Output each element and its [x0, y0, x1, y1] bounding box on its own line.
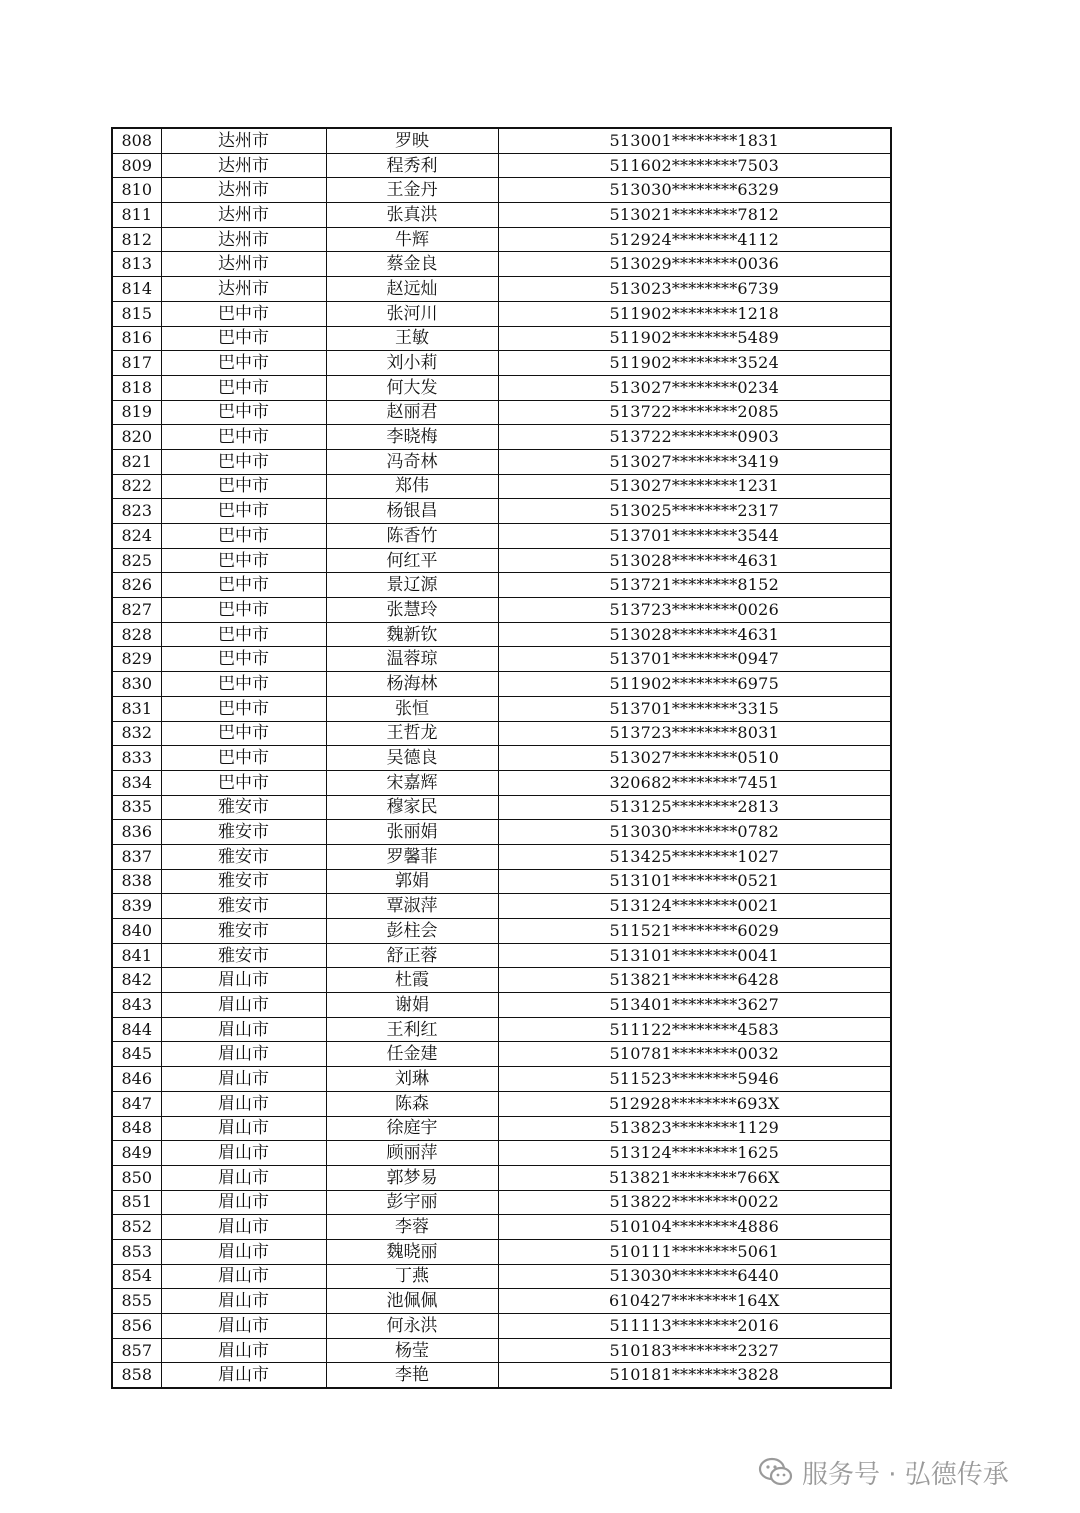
row-number: 825	[112, 548, 161, 573]
table-row	[112, 474, 891, 499]
id-number-cell: 513722********2085	[498, 400, 891, 425]
city-cell: 巴中市	[161, 351, 326, 376]
city-cell: 达州市	[161, 203, 326, 228]
name-cell: 郭梦易	[326, 1165, 498, 1190]
table-row	[112, 301, 891, 326]
row-number: 820	[112, 425, 161, 450]
name-cell: 池佩佩	[326, 1289, 498, 1314]
name-cell: 魏新钦	[326, 622, 498, 647]
city-cell: 巴中市	[161, 647, 326, 672]
row-number: 852	[112, 1215, 161, 1240]
id-number-cell: 513401********3627	[498, 993, 891, 1018]
row-number: 848	[112, 1116, 161, 1141]
id-number-cell: 513721********8152	[498, 573, 891, 598]
name-cell: 牛辉	[326, 227, 498, 252]
name-cell: 李艳	[326, 1363, 498, 1388]
table-row	[112, 425, 891, 450]
row-number: 814	[112, 277, 161, 302]
id-number-cell: 513701********0947	[498, 647, 891, 672]
table-row	[112, 128, 891, 153]
name-cell: 顾丽萍	[326, 1141, 498, 1166]
row-number: 836	[112, 820, 161, 845]
city-cell: 巴中市	[161, 449, 326, 474]
table-row	[112, 1017, 891, 1042]
id-number-cell: 511902********3524	[498, 351, 891, 376]
table-row	[112, 1067, 891, 1092]
row-number: 824	[112, 524, 161, 549]
id-number-cell: 513101********0521	[498, 869, 891, 894]
table-row	[112, 351, 891, 376]
name-cell: 宋嘉辉	[326, 770, 498, 795]
name-cell: 杨海林	[326, 672, 498, 697]
table-row	[112, 252, 891, 277]
id-number-cell: 511521********6029	[498, 919, 891, 944]
row-number: 815	[112, 301, 161, 326]
id-number-cell: 511602********7503	[498, 153, 891, 178]
city-cell: 眉山市	[161, 1239, 326, 1264]
city-cell: 巴中市	[161, 425, 326, 450]
name-cell: 吴德良	[326, 746, 498, 771]
row-number: 854	[112, 1264, 161, 1289]
id-number-cell: 513030********0782	[498, 820, 891, 845]
id-number-cell: 513823********1129	[498, 1116, 891, 1141]
table-row	[112, 1215, 891, 1240]
name-cell: 赵丽君	[326, 400, 498, 425]
row-number: 811	[112, 203, 161, 228]
row-number: 816	[112, 326, 161, 351]
table-row	[112, 573, 891, 598]
table-row	[112, 844, 891, 869]
row-number: 831	[112, 696, 161, 721]
table-row	[112, 1239, 891, 1264]
name-cell: 温蓉琼	[326, 647, 498, 672]
city-cell: 雅安市	[161, 869, 326, 894]
table-row	[112, 968, 891, 993]
city-cell: 达州市	[161, 178, 326, 203]
id-number-cell: 513030********6329	[498, 178, 891, 203]
city-cell: 巴中市	[161, 770, 326, 795]
city-cell: 眉山市	[161, 1190, 326, 1215]
row-number: 828	[112, 622, 161, 647]
id-number-cell: 513124********0021	[498, 894, 891, 919]
table-row	[112, 894, 891, 919]
city-cell: 达州市	[161, 227, 326, 252]
city-cell: 眉山市	[161, 1067, 326, 1092]
name-cell: 程秀利	[326, 153, 498, 178]
table-row	[112, 1289, 891, 1314]
city-cell: 巴中市	[161, 499, 326, 524]
id-number-cell: 513027********1231	[498, 474, 891, 499]
row-number: 850	[112, 1165, 161, 1190]
id-number-cell: 511523********5946	[498, 1067, 891, 1092]
city-cell: 眉山市	[161, 1264, 326, 1289]
row-number: 829	[112, 647, 161, 672]
city-cell: 眉山市	[161, 1042, 326, 1067]
name-cell: 穆家民	[326, 795, 498, 820]
table-row	[112, 1042, 891, 1067]
id-number-cell: 513023********6739	[498, 277, 891, 302]
name-cell: 张河川	[326, 301, 498, 326]
name-cell: 丁燕	[326, 1264, 498, 1289]
city-cell: 眉山市	[161, 1116, 326, 1141]
row-number: 840	[112, 919, 161, 944]
id-number-cell: 513821********6428	[498, 968, 891, 993]
roster-table	[111, 127, 892, 1389]
name-cell: 赵远灿	[326, 277, 498, 302]
row-number: 808	[112, 128, 161, 153]
row-number: 841	[112, 943, 161, 968]
row-number: 843	[112, 993, 161, 1018]
row-number: 842	[112, 968, 161, 993]
city-cell: 巴中市	[161, 696, 326, 721]
row-number: 855	[112, 1289, 161, 1314]
id-number-cell: 513125********2813	[498, 795, 891, 820]
name-cell: 任金建	[326, 1042, 498, 1067]
city-cell: 达州市	[161, 277, 326, 302]
roster-table-body	[112, 128, 891, 1388]
id-number-cell: 513021********7812	[498, 203, 891, 228]
city-cell: 眉山市	[161, 1165, 326, 1190]
row-number: 812	[112, 227, 161, 252]
id-number-cell: 513030********6440	[498, 1264, 891, 1289]
row-number: 810	[112, 178, 161, 203]
name-cell: 李晓梅	[326, 425, 498, 450]
id-number-cell: 513025********2317	[498, 499, 891, 524]
row-number: 827	[112, 598, 161, 623]
table-row	[112, 598, 891, 623]
city-cell: 雅安市	[161, 943, 326, 968]
id-number-cell: 510183********2327	[498, 1338, 891, 1363]
table-row	[112, 178, 891, 203]
id-number-cell: 513723********0026	[498, 598, 891, 623]
table-row	[112, 795, 891, 820]
table-row	[112, 277, 891, 302]
city-cell: 巴中市	[161, 524, 326, 549]
name-cell: 王利红	[326, 1017, 498, 1042]
table-row	[112, 524, 891, 549]
table-row	[112, 919, 891, 944]
table-row	[112, 943, 891, 968]
city-cell: 巴中市	[161, 721, 326, 746]
name-cell: 彭宇丽	[326, 1190, 498, 1215]
name-cell: 王哲龙	[326, 721, 498, 746]
table-row	[112, 1363, 891, 1388]
city-cell: 雅安市	[161, 844, 326, 869]
name-cell: 何永洪	[326, 1314, 498, 1339]
name-cell: 张真洪	[326, 203, 498, 228]
id-number-cell: 513821********766X	[498, 1165, 891, 1190]
id-number-cell: 610427********164X	[498, 1289, 891, 1314]
row-number: 849	[112, 1141, 161, 1166]
table-row	[112, 449, 891, 474]
row-number: 833	[112, 746, 161, 771]
id-number-cell: 513124********1625	[498, 1141, 891, 1166]
table-row	[112, 326, 891, 351]
row-number: 838	[112, 869, 161, 894]
id-number-cell: 510781********0032	[498, 1042, 891, 1067]
watermark	[758, 1452, 1009, 1492]
name-cell: 刘琳	[326, 1067, 498, 1092]
row-number: 834	[112, 770, 161, 795]
name-cell: 王敏	[326, 326, 498, 351]
row-number: 817	[112, 351, 161, 376]
table-row	[112, 1116, 891, 1141]
watermark-text: 服务号 · 弘德传承	[802, 1459, 1009, 1490]
row-number: 818	[112, 375, 161, 400]
row-number: 832	[112, 721, 161, 746]
city-cell: 巴中市	[161, 474, 326, 499]
table-row	[112, 622, 891, 647]
table-row	[112, 203, 891, 228]
city-cell: 眉山市	[161, 1338, 326, 1363]
id-number-cell: 513822********0022	[498, 1190, 891, 1215]
name-cell: 冯奇林	[326, 449, 498, 474]
row-number: 844	[112, 1017, 161, 1042]
id-number-cell: 513425********1027	[498, 844, 891, 869]
name-cell: 何大发	[326, 375, 498, 400]
id-number-cell: 511113********2016	[498, 1314, 891, 1339]
name-cell: 蔡金良	[326, 252, 498, 277]
name-cell: 罗映	[326, 128, 498, 153]
name-cell: 陈香竹	[326, 524, 498, 549]
city-cell: 巴中市	[161, 548, 326, 573]
id-number-cell: 513723********8031	[498, 721, 891, 746]
table-row	[112, 548, 891, 573]
id-number-cell: 513027********0234	[498, 375, 891, 400]
id-number-cell: 513701********3315	[498, 696, 891, 721]
row-number: 809	[112, 153, 161, 178]
name-cell: 谢娟	[326, 993, 498, 1018]
name-cell: 徐庭宇	[326, 1116, 498, 1141]
name-cell: 张慧玲	[326, 598, 498, 623]
name-cell: 彭柱会	[326, 919, 498, 944]
table-row	[112, 153, 891, 178]
city-cell: 眉山市	[161, 968, 326, 993]
city-cell: 达州市	[161, 252, 326, 277]
name-cell: 杜霞	[326, 968, 498, 993]
row-number: 822	[112, 474, 161, 499]
id-number-cell: 511122********4583	[498, 1017, 891, 1042]
row-number: 857	[112, 1338, 161, 1363]
row-number: 851	[112, 1190, 161, 1215]
name-cell: 舒正蓉	[326, 943, 498, 968]
city-cell: 巴中市	[161, 326, 326, 351]
row-number: 856	[112, 1314, 161, 1339]
row-number: 826	[112, 573, 161, 598]
name-cell: 杨莹	[326, 1338, 498, 1363]
table-row	[112, 820, 891, 845]
id-number-cell: 511902********1218	[498, 301, 891, 326]
table-row	[112, 1338, 891, 1363]
name-cell: 王金丹	[326, 178, 498, 203]
table-row	[112, 746, 891, 771]
id-number-cell: 513027********3419	[498, 449, 891, 474]
city-cell: 巴中市	[161, 400, 326, 425]
id-number-cell: 510111********5061	[498, 1239, 891, 1264]
row-number: 845	[112, 1042, 161, 1067]
table-row	[112, 1141, 891, 1166]
id-number-cell: 513028********4631	[498, 548, 891, 573]
city-cell: 眉山市	[161, 1289, 326, 1314]
id-number-cell: 513029********0036	[498, 252, 891, 277]
table-row	[112, 672, 891, 697]
name-cell: 罗馨菲	[326, 844, 498, 869]
id-number-cell: 513028********4631	[498, 622, 891, 647]
row-number: 823	[112, 499, 161, 524]
row-number: 830	[112, 672, 161, 697]
city-cell: 巴中市	[161, 375, 326, 400]
name-cell: 郑伟	[326, 474, 498, 499]
row-number: 835	[112, 795, 161, 820]
city-cell: 雅安市	[161, 894, 326, 919]
city-cell: 巴中市	[161, 746, 326, 771]
id-number-cell: 510181********3828	[498, 1363, 891, 1388]
city-cell: 雅安市	[161, 820, 326, 845]
row-number: 819	[112, 400, 161, 425]
id-number-cell: 513027********0510	[498, 746, 891, 771]
name-cell: 魏晓丽	[326, 1239, 498, 1264]
id-number-cell: 512928********693X	[498, 1091, 891, 1116]
name-cell: 张恒	[326, 696, 498, 721]
city-cell: 眉山市	[161, 1017, 326, 1042]
row-number: 821	[112, 449, 161, 474]
name-cell: 郭娟	[326, 869, 498, 894]
id-number-cell: 511902********6975	[498, 672, 891, 697]
row-number: 813	[112, 252, 161, 277]
table-row	[112, 400, 891, 425]
name-cell: 景辽源	[326, 573, 498, 598]
id-number-cell: 513722********0903	[498, 425, 891, 450]
table-row	[112, 1091, 891, 1116]
city-cell: 巴中市	[161, 301, 326, 326]
id-number-cell: 511902********5489	[498, 326, 891, 351]
table-row	[112, 770, 891, 795]
city-cell: 眉山市	[161, 993, 326, 1018]
id-number-cell: 513001********1831	[498, 128, 891, 153]
city-cell: 巴中市	[161, 622, 326, 647]
city-cell: 眉山市	[161, 1215, 326, 1240]
city-cell: 眉山市	[161, 1141, 326, 1166]
name-cell: 张丽娟	[326, 820, 498, 845]
name-cell: 李蓉	[326, 1215, 498, 1240]
table-row	[112, 1190, 891, 1215]
name-cell: 覃淑萍	[326, 894, 498, 919]
city-cell: 眉山市	[161, 1314, 326, 1339]
city-cell: 雅安市	[161, 795, 326, 820]
city-cell: 眉山市	[161, 1091, 326, 1116]
table-row	[112, 499, 891, 524]
city-cell: 眉山市	[161, 1363, 326, 1388]
id-number-cell: 510104********4886	[498, 1215, 891, 1240]
row-number: 847	[112, 1091, 161, 1116]
name-cell: 杨银昌	[326, 499, 498, 524]
wechat-icon	[758, 1457, 794, 1487]
table-row	[112, 647, 891, 672]
name-cell: 陈森	[326, 1091, 498, 1116]
table-row	[112, 227, 891, 252]
name-cell: 何红平	[326, 548, 498, 573]
id-number-cell: 513701********3544	[498, 524, 891, 549]
city-cell: 巴中市	[161, 573, 326, 598]
table-row	[112, 375, 891, 400]
table-row	[112, 721, 891, 746]
name-cell: 刘小莉	[326, 351, 498, 376]
table-row	[112, 1264, 891, 1289]
city-cell: 达州市	[161, 153, 326, 178]
table-row	[112, 993, 891, 1018]
table-row	[112, 1314, 891, 1339]
city-cell: 巴中市	[161, 598, 326, 623]
id-number-cell: 512924********4112	[498, 227, 891, 252]
city-cell: 达州市	[161, 128, 326, 153]
row-number: 858	[112, 1363, 161, 1388]
table-row	[112, 1165, 891, 1190]
row-number: 839	[112, 894, 161, 919]
row-number: 837	[112, 844, 161, 869]
city-cell: 雅安市	[161, 919, 326, 944]
table-row	[112, 869, 891, 894]
city-cell: 巴中市	[161, 672, 326, 697]
row-number: 853	[112, 1239, 161, 1264]
row-number: 846	[112, 1067, 161, 1092]
id-number-cell: 320682********7451	[498, 770, 891, 795]
id-number-cell: 513101********0041	[498, 943, 891, 968]
table-row	[112, 696, 891, 721]
